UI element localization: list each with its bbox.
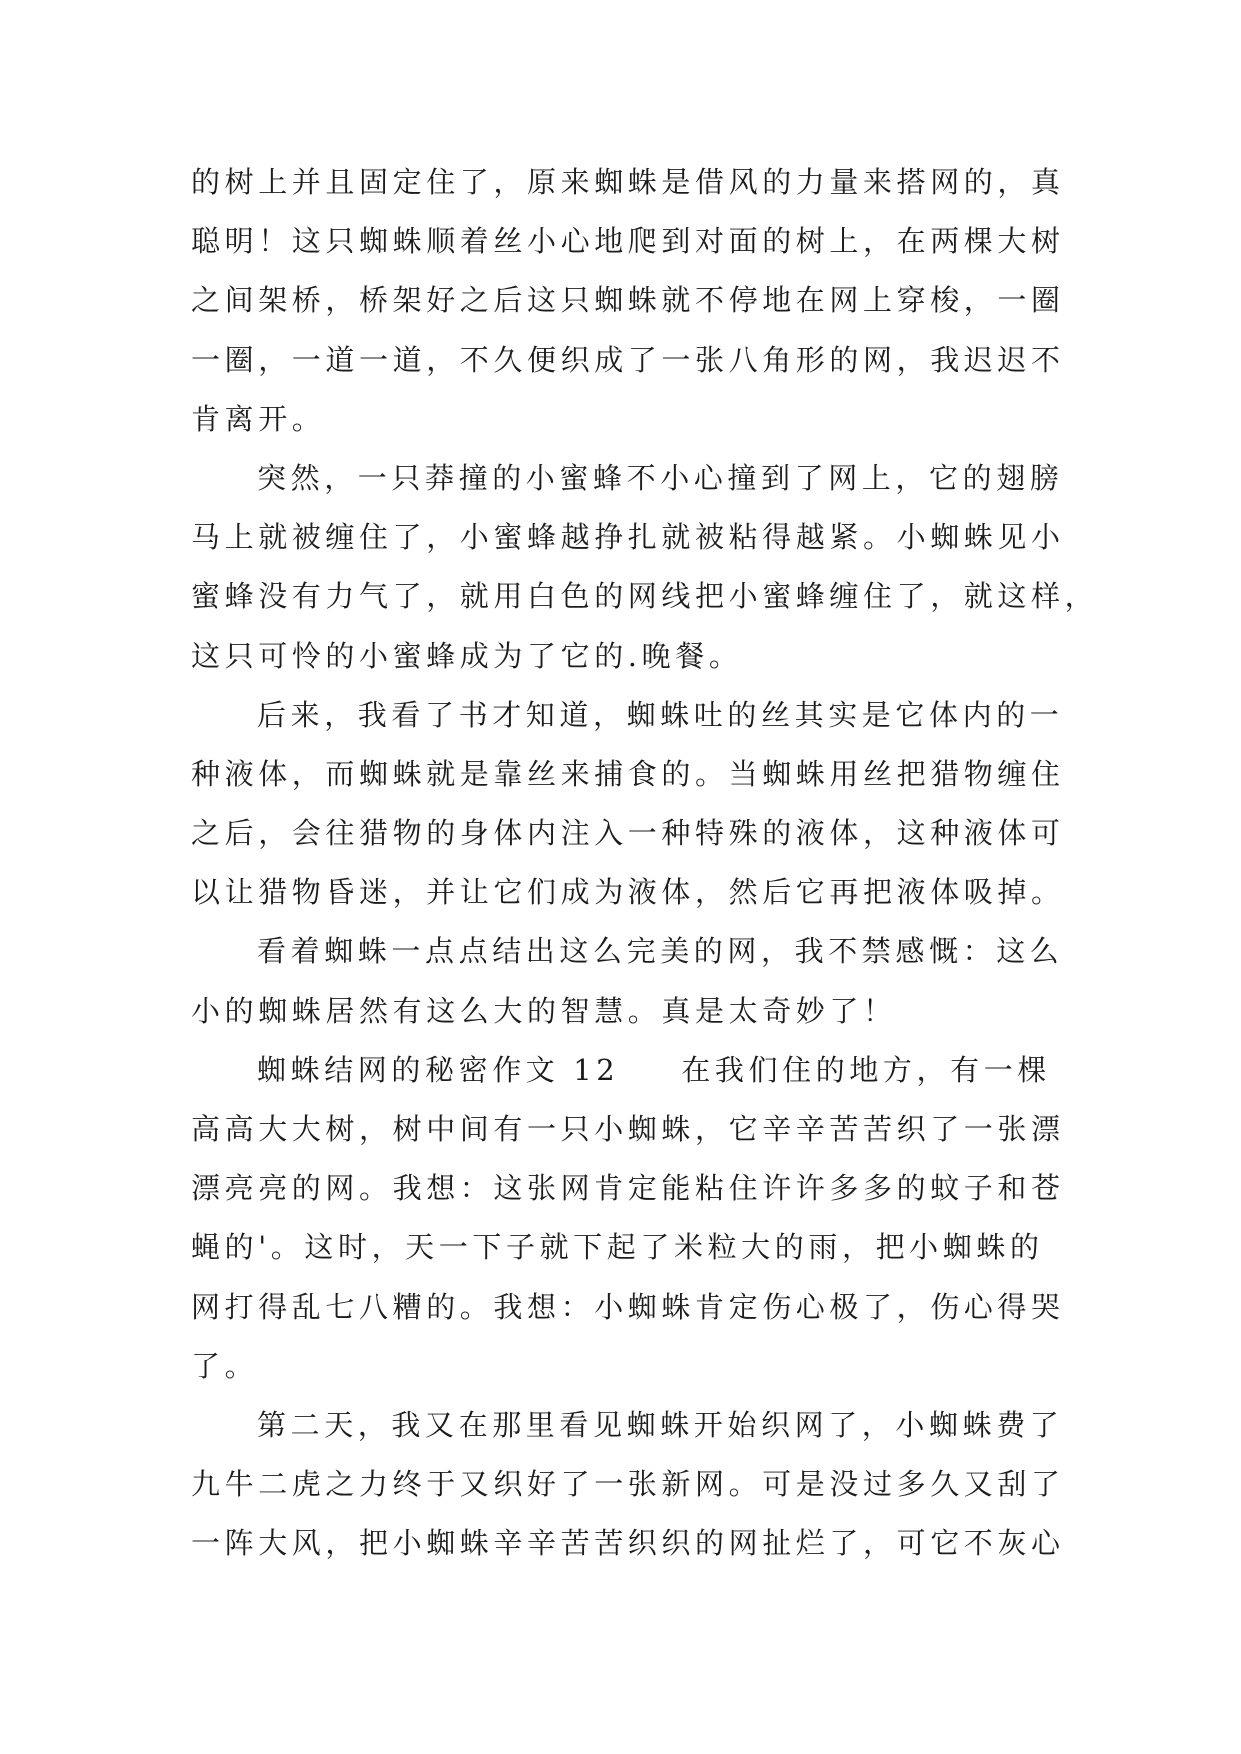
text-line: 聪明！这只蜘蛛顺着丝小心地爬到对面的树上，在两棵大树 [191, 224, 1065, 259]
text-line: 的树上并且固定住了，原来蜘蛛是借风的力量来搭网的，真 [191, 165, 1065, 199]
paragraph-start-line: 第二天，我又在那里看见蜘蛛开始织网了，小蜘蛛费了 [257, 1407, 1064, 1442]
text-line: 漂亮亮的网。我想：这张网肯定能粘住许许多多的蚊子和苍 [191, 1171, 1065, 1206]
text-line: 高高大大树，树中间有一只小蜘蛛，它辛辛苦苦织了一张漂 [191, 1112, 1065, 1146]
section-title-line [191, 1041, 1051, 1100]
text-line: 网打得乱七八糟的。我想：小蜘蛛肯定伤心极了，伤心得哭 [191, 1289, 1065, 1324]
text-line: 了。 [191, 1348, 259, 1383]
paragraph-start-text: 在我们住的地方，有一棵 [681, 1052, 1051, 1087]
text-line: 这只可怜的小蜜蜂成为了它的.晚餐。 [191, 638, 743, 673]
essay-body [191, 153, 1099, 1574]
text-line: 之后，会往猎物的身体内注入一种特殊的液体，这种液体可 [191, 816, 1065, 851]
text-line: 九牛二虎之力终于又织好了一张新网。可是没过多久又刮了 [191, 1467, 1065, 1502]
text-line: 以让猎物昏迷，并让它们成为液体，然后它再把液体吸掉。 [191, 875, 1065, 910]
text-line: 蝇的'。这时，天一下子就下起了米粒大的雨，把小蜘蛛的 [191, 1230, 1044, 1265]
section-title: 蜘蛛结网的秘密作文 12 [257, 1052, 620, 1087]
paragraph-start-line: 后来，我看了书才知道，蜘蛛吐的丝其实是它体内的一 [257, 697, 1064, 732]
text-line: 种液体，而蜘蛛就是靠丝来捕食的。当蜘蛛用丝把猎物缠住 [191, 756, 1065, 791]
text-line: 一圈，一道一道，不久便织成了一张八角形的网，我迟迟不 [191, 342, 1065, 377]
text-line: 蜜蜂没有力气了，就用白色的网线把小蜜蜂缠住了，就这样， [191, 579, 1099, 614]
text-line: 马上就被缠住了，小蜜蜂越挣扎就被粘得越紧。小蜘蛛见小 [191, 520, 1065, 555]
paragraph-start-line: 突然，一只莽撞的小蜜蜂不小心撞到了网上，它的翅膀 [257, 460, 1064, 495]
paragraph-start-line: 看着蜘蛛一点点结出这么完美的网，我不禁感慨：这么 [257, 934, 1064, 969]
text-line: 一阵大风，把小蜘蛛辛辛苦苦织织的网扯烂了，可它不灰心 [191, 1526, 1065, 1561]
text-line: 肯离开。 [191, 401, 326, 436]
text-line: 小的蜘蛛居然有这么大的智慧。真是太奇妙了！ [191, 993, 897, 1028]
text-line: 之间架桥，桥架好之后这只蜘蛛就不停地在网上穿梭，一圈 [191, 283, 1065, 318]
